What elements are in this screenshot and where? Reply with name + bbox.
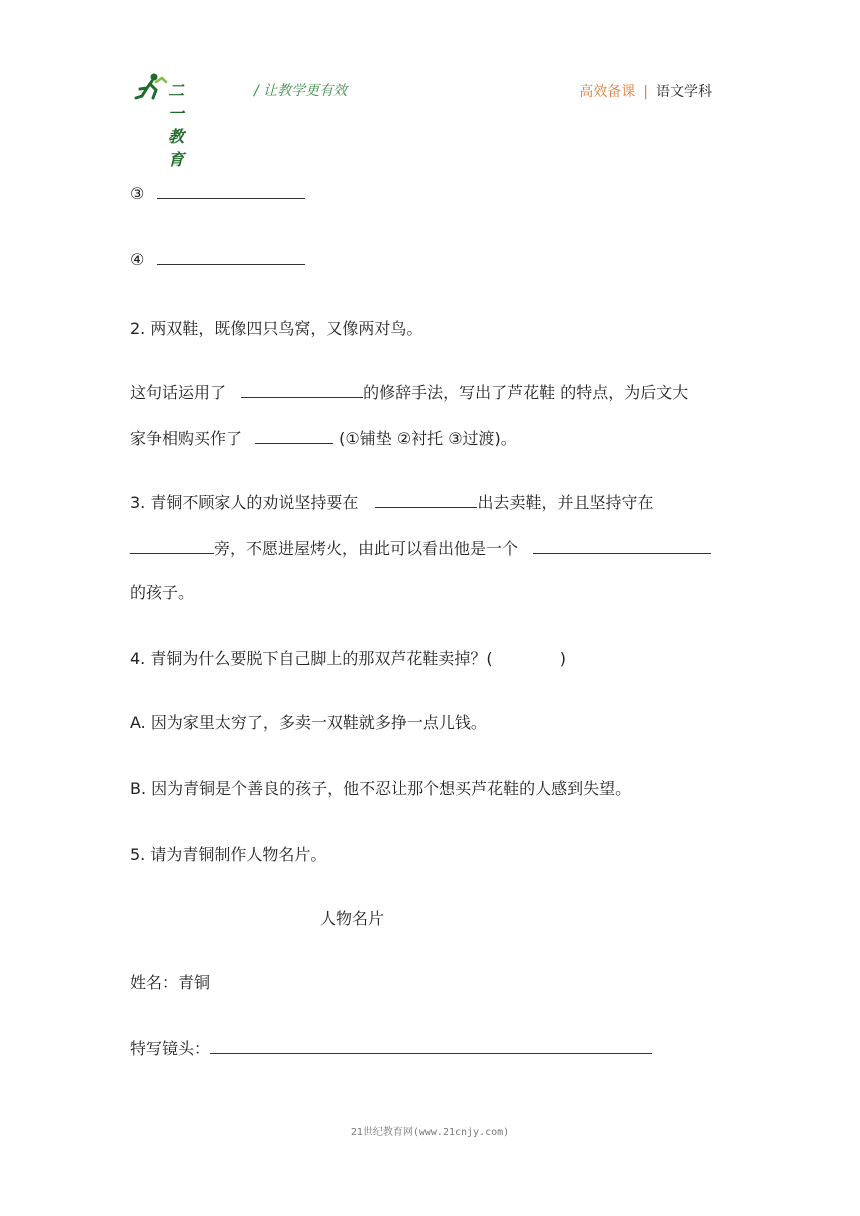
place-blank[interactable] [130,539,214,554]
header-right [579,81,712,101]
item-marker-3: ③ [130,184,145,203]
page-footer: 21世纪教育网(www.21cnjy.com) [350,1127,510,1138]
header-separator: | [643,84,648,100]
runner-logo-icon [134,72,168,102]
option-b: B. 因为青铜是个善良的孩子，他不忍让那个想买芦花鞋的人感到失望。 [130,779,632,798]
answer-line-3 [130,184,305,203]
question-4-title [130,646,566,669]
feature-line [130,1036,652,1059]
answer-blank-4[interactable] [157,250,305,265]
question-3-line-2 [130,536,711,559]
q3-text-b: 出去卖鞋，并且坚持守在 [477,493,654,512]
question-2-line-2 [130,426,517,449]
feature-label: 特写镜头： [130,1039,211,1058]
question-5-title: 5. 请为青铜制作人物名片。 [130,845,327,864]
q4-text: 4. 青铜为什么要脱下自己脚上的那双芦花鞋卖掉？( [130,649,493,668]
option-a: A. 因为家里太穷了，多卖一双鞋就多挣一点儿钱。 [130,713,487,732]
header-subject: 语文学科 [656,84,712,100]
feature-blank[interactable] [210,1039,652,1054]
name-line: 姓名：青铜 [130,973,211,992]
answer-blank-3[interactable] [157,184,305,199]
question-2-line-1 [130,380,688,403]
q3-text-c: 旁，不愿进屋烤火，由此可以看出他是一个 [214,539,519,558]
q2-text-c: 家争相购买作了 [130,429,243,448]
question-3-line-1 [130,490,653,513]
function-blank[interactable] [255,429,333,444]
rhetoric-blank[interactable] [241,383,363,398]
slogan: / 让教学更有效 [254,83,348,99]
q2-text-b: 的修辞手法，写出了芦花鞋 的特点，为后文大 [363,383,689,402]
q3-text-a: 3. 青铜不顾家人的劝说坚持要在 [130,493,359,512]
card-title: 人物名片 [320,909,385,928]
q2-text-d: (①铺垫 ②衬托 ③过渡)。 [339,429,517,448]
page-header [134,72,734,169]
question-3-line-3: 的孩子。 [130,583,195,602]
answer-line-4 [130,250,305,269]
q4-close-paren: ) [559,649,566,668]
item-marker-4: ④ [130,250,145,269]
character-blank[interactable] [533,539,711,554]
question-2-title: 2. 两双鞋，既像四只鸟窝，又像两对鸟。 [130,319,423,338]
logo-text: 二一教育 [168,81,186,169]
q2-text-a: 这句话运用了 [130,383,227,402]
time-blank[interactable] [375,493,477,508]
header-accent-label: 高效备课 [579,84,636,100]
logo [134,72,186,169]
